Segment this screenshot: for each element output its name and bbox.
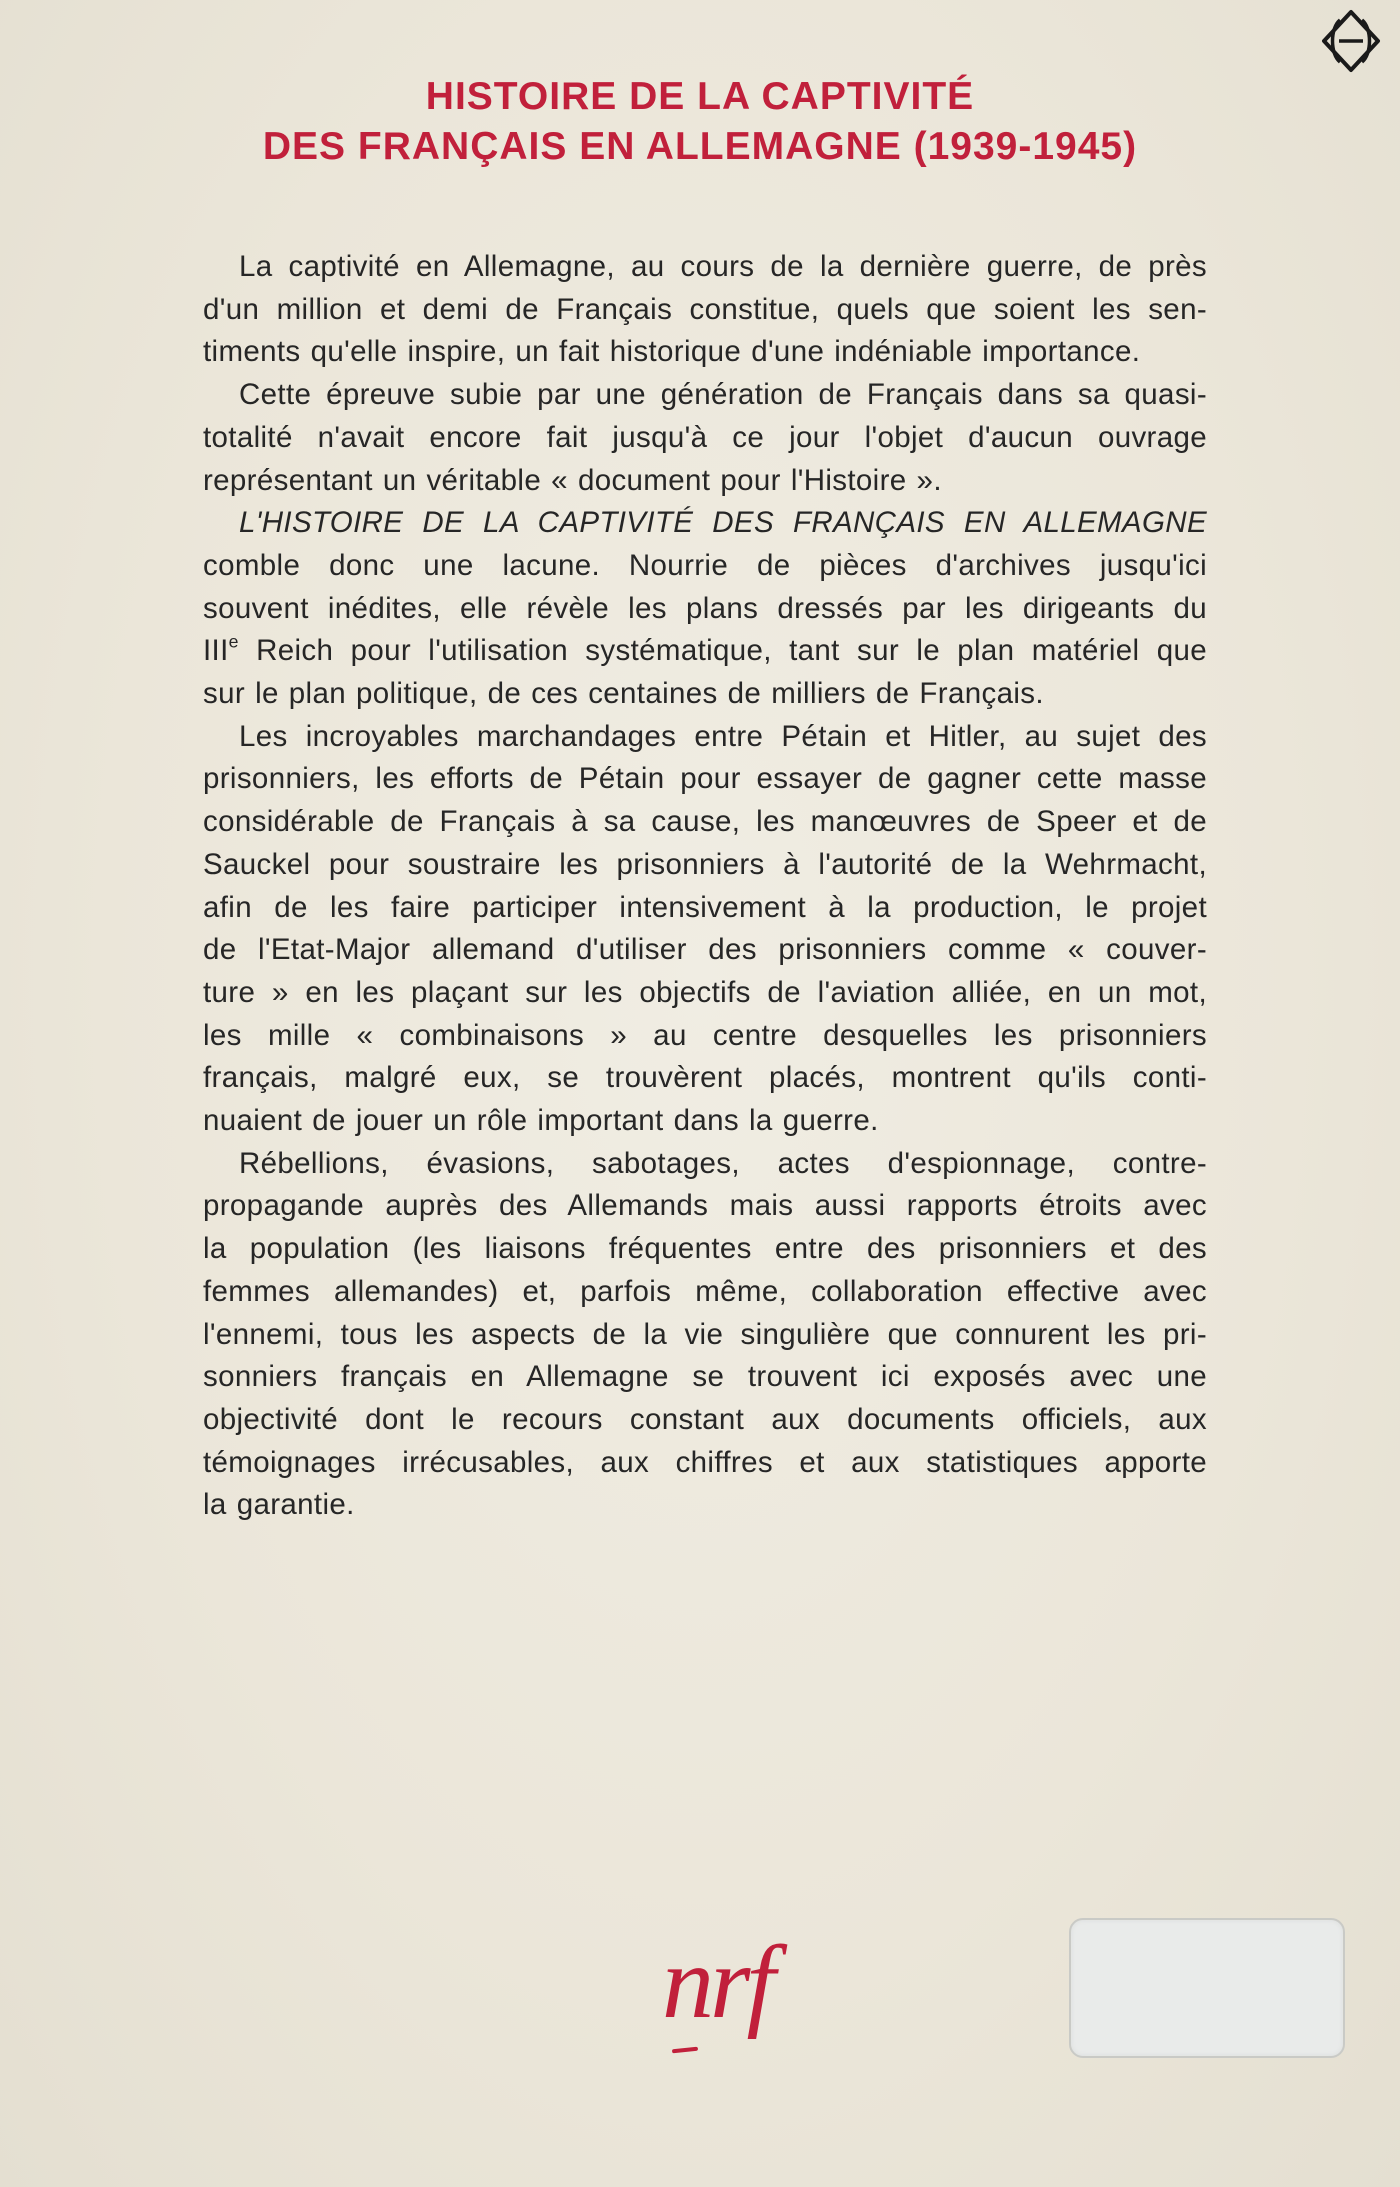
circled-h-logo-icon bbox=[1318, 8, 1384, 74]
blurb-line bbox=[203, 630, 1207, 673]
blank-label-icon bbox=[1069, 1918, 1345, 2058]
blurb-line: de l'Etat-Major allemand d'utiliser des prisonniers comme « couver- bbox=[203, 933, 1207, 967]
blurb-text bbox=[203, 246, 1207, 1527]
blurb-line: les mille « combinaisons » au centre desquelles les prisonniers bbox=[203, 1018, 1207, 1052]
blurb-line: Rébellions, évasions, sabotages, actes d'espionnage, contre- bbox=[239, 1146, 1207, 1180]
title-line-2: DES FRANÇAIS EN ALLEMAGNE (1939-1945) bbox=[262, 125, 1138, 168]
book-title bbox=[0, 72, 1400, 172]
blurb-line: comble donc une lacune. Nourrie de pièces d'archives jusqu'ici bbox=[203, 548, 1207, 582]
title-line-1: HISTOIRE DE LA CAPTIVITÉ bbox=[425, 75, 975, 118]
blurb-line: objectivité dont le recours constant aux documents officiels, aux bbox=[203, 1402, 1207, 1436]
blurb-line: sonniers français en Allemagne se trouvent ici exposés avec une bbox=[203, 1360, 1207, 1394]
blurb-line: la garantie. bbox=[203, 1488, 355, 1522]
blurb-line: prisonniers, les efforts de Pétain pour essayer de gagner cette masse bbox=[203, 762, 1207, 796]
blurb-line: la population (les liaisons fréquentes entre des prisonniers et des bbox=[203, 1232, 1207, 1266]
blurb-line: nuaient de jouer un rôle important dans la guerre. bbox=[203, 1104, 879, 1138]
roman-numeral: III bbox=[203, 634, 229, 668]
blurb-line: d'un million et demi de Français constitue, quels que soient les sen- bbox=[203, 292, 1207, 326]
blurb-line: souvent inédites, elle révèle les plans dressés par les dirigeants du bbox=[203, 591, 1207, 625]
blurb-line-rest: Reich pour l'utilisation systématique, tant sur le plan matériel que bbox=[238, 634, 1207, 668]
blurb-line: considérable de Français à sa cause, les manœuvres de Speer et de bbox=[203, 805, 1207, 839]
blurb-line: ture » en les plaçant sur les objectifs de l'aviation alliée, en un mot, bbox=[203, 975, 1207, 1009]
blurb-line: femmes allemandes) et, parfois même, collaboration effective avec bbox=[203, 1274, 1207, 1308]
blurb-line: propagande auprès des Allemands mais aussi rapports étroits avec bbox=[203, 1189, 1207, 1223]
blurb-line: français, malgré eux, se trouvèrent placés, montrent qu'ils conti- bbox=[203, 1061, 1207, 1095]
blurb-line: l'ennemi, tous les aspects de la vie singulière que connurent les pri- bbox=[203, 1317, 1207, 1351]
blurb-line: Les incroyables marchandages entre Pétain et Hitler, au sujet des bbox=[239, 719, 1207, 753]
blurb-line: totalité n'avait encore fait jusqu'à ce jour l'objet d'aucun ouvrage bbox=[203, 420, 1207, 454]
blurb-line: La captivité en Allemagne, au cours de la dernière guerre, de près bbox=[239, 250, 1207, 283]
blurb-line: sur le plan politique, de ces centaines de milliers de Français. bbox=[203, 677, 1044, 711]
nrf-logo: nrf bbox=[662, 1925, 772, 2040]
blurb-line: afin de les faire participer intensivement à la production, le projet bbox=[203, 890, 1207, 924]
blurb-line-italic-title: L'HISTOIRE DE LA CAPTIVITÉ DES FRANÇAIS EN ALLEMAGNE bbox=[239, 506, 1207, 540]
blurb-line: Cette épreuve subie par une génération de Français dans sa quasi- bbox=[239, 378, 1207, 412]
blurb-line: témoignages irrécusables, aux chiffres et aux statistiques apporte bbox=[203, 1445, 1207, 1479]
superscript: e bbox=[228, 631, 239, 652]
blurb-line: timents qu'elle inspire, un fait historique d'une indéniable importance. bbox=[203, 335, 1141, 369]
blurb-line: représentant un véritable « document pour l'Histoire ». bbox=[203, 463, 942, 497]
blurb-line: Sauckel pour soustraire les prisonniers à l'autorité de la Wehrmacht, bbox=[203, 847, 1207, 881]
